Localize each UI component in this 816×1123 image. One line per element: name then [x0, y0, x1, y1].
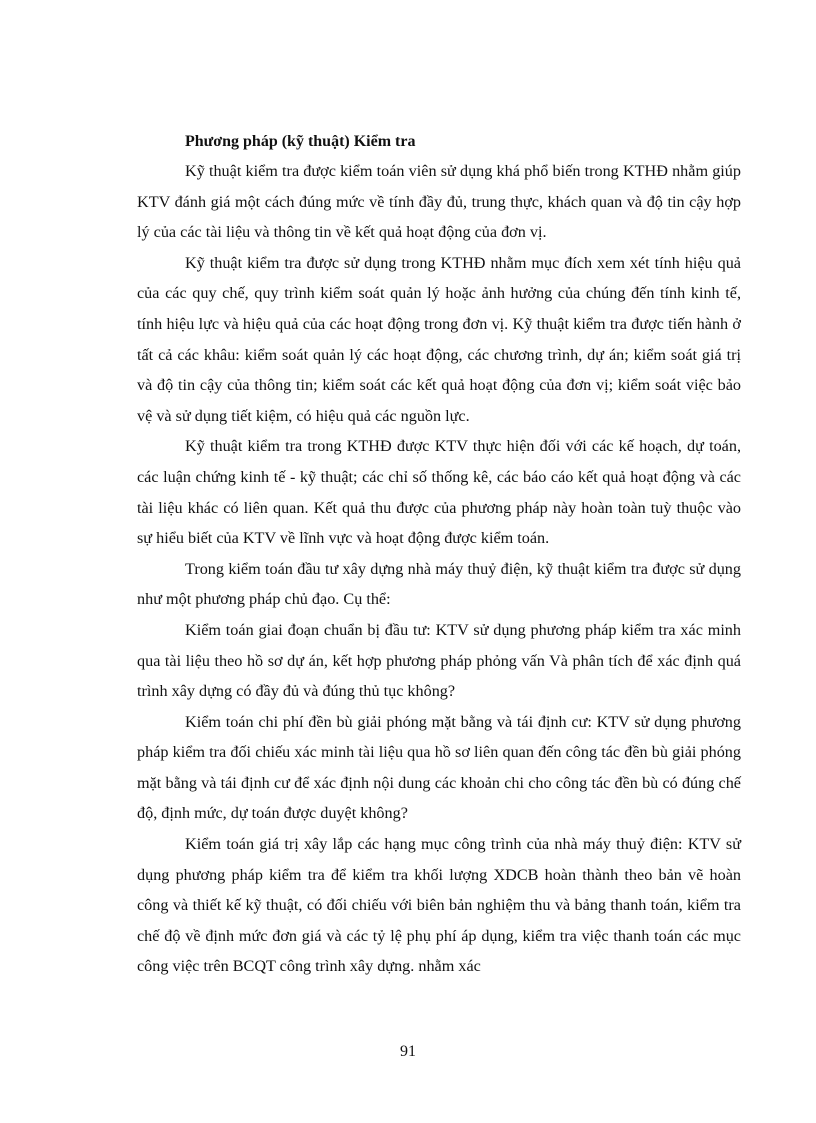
paragraph-7: Kiểm toán giá trị xây lắp các hạng mục công trình của nhà máy thuỷ điện: KTV sử dụng phương pháp kiểm tra để kiểm tra khối lượng XDCB hoàn thành theo bản vẽ hoàn công và thiết kế kỹ thuật, có đối chiếu với biên bản nghiệm thu và bảng thanh toán, kiểm tra chế độ về định mức đơn giá và các tỷ lệ phụ phí áp dụng, kiểm tra việc thanh toán các mục công việc trên BCQT công trình xây dựng. nhằm xác	[137, 835, 741, 976]
paragraph-3: Kỹ thuật kiểm tra trong KTHĐ được KTV thực hiện đối với các kế hoạch, dự toán, các luận chứng kinh tế - kỹ thuật; các chỉ số thống kê, các báo cáo kết quả hoạt động và các tài liệu khác có liên quan. Kết quả thu được của phương pháp này hoàn toàn tuỳ thuộc vào sự hiểu biết của KTV về lĩnh vực và hoạt động được kiểm toán.	[137, 437, 741, 548]
page-number: 91	[400, 1043, 416, 1060]
paragraph-5: Kiểm toán giai đoạn chuẩn bị đầu tư: KTV sử dụng phương pháp kiểm tra xác minh qua tài liệu theo hồ sơ dự án, kết hợp phương pháp phỏng vấn Và phân tích để xác định quá trình xây dựng có đầy đủ và đúng thủ tục không?	[137, 620, 741, 701]
paragraph-2: Kỹ thuật kiểm tra được sử dụng trong KTHĐ nhằm mục đích xem xét tính hiệu quả của các quy chế, quy trình kiểm soát quản lý hoặc ảnh hưởng của chúng đến tính kinh tế, tính hiệu lực và hiệu quả của các hoạt động trong đơn vị. Kỹ thuật kiểm tra được tiến hành ở tất cả các khâu: kiểm soát quản lý các hoạt động, các chương trình, dự án; kiểm soát giá trị và độ tin cậy của thông tin; kiểm soát các kết quả hoạt động của đơn vị; kiểm soát việc bảo vệ và sử dụng tiết kiệm, có hiệu quả các nguồn lực.	[137, 253, 741, 425]
page-body	[137, 127, 741, 982]
paragraph-4: Trong kiểm toán đầu tư xây dựng nhà máy thuỷ điện, kỹ thuật kiểm tra được sử dụng như một phương pháp chủ đạo. Cụ thể:	[137, 559, 741, 609]
paragraph-6: Kiểm toán chi phí đền bù giải phóng mặt bằng và tái định cư: KTV sử dụng phương pháp kiểm tra đối chiếu xác minh tài liệu qua hồ sơ liên quan đến công tác đền bù giải phóng mặt bằng và tái định cư để xác định nội dung các khoản chi cho công tác đền bù có đúng chế độ, định mức, dự toán được duyệt không?	[137, 712, 741, 823]
paragraph-1: Kỹ thuật kiểm tra được kiểm toán viên sử dụng khá phổ biến trong KTHĐ nhằm giúp KTV đánh giá một cách đúng mức về tính đầy đủ, trung thực, khách quan và độ tin cậy hợp lý của các tài liệu và thông tin về kết quả hoạt động của đơn vị.	[137, 162, 741, 242]
section-heading: Phương pháp (kỹ thuật) Kiểm tra	[185, 133, 416, 150]
